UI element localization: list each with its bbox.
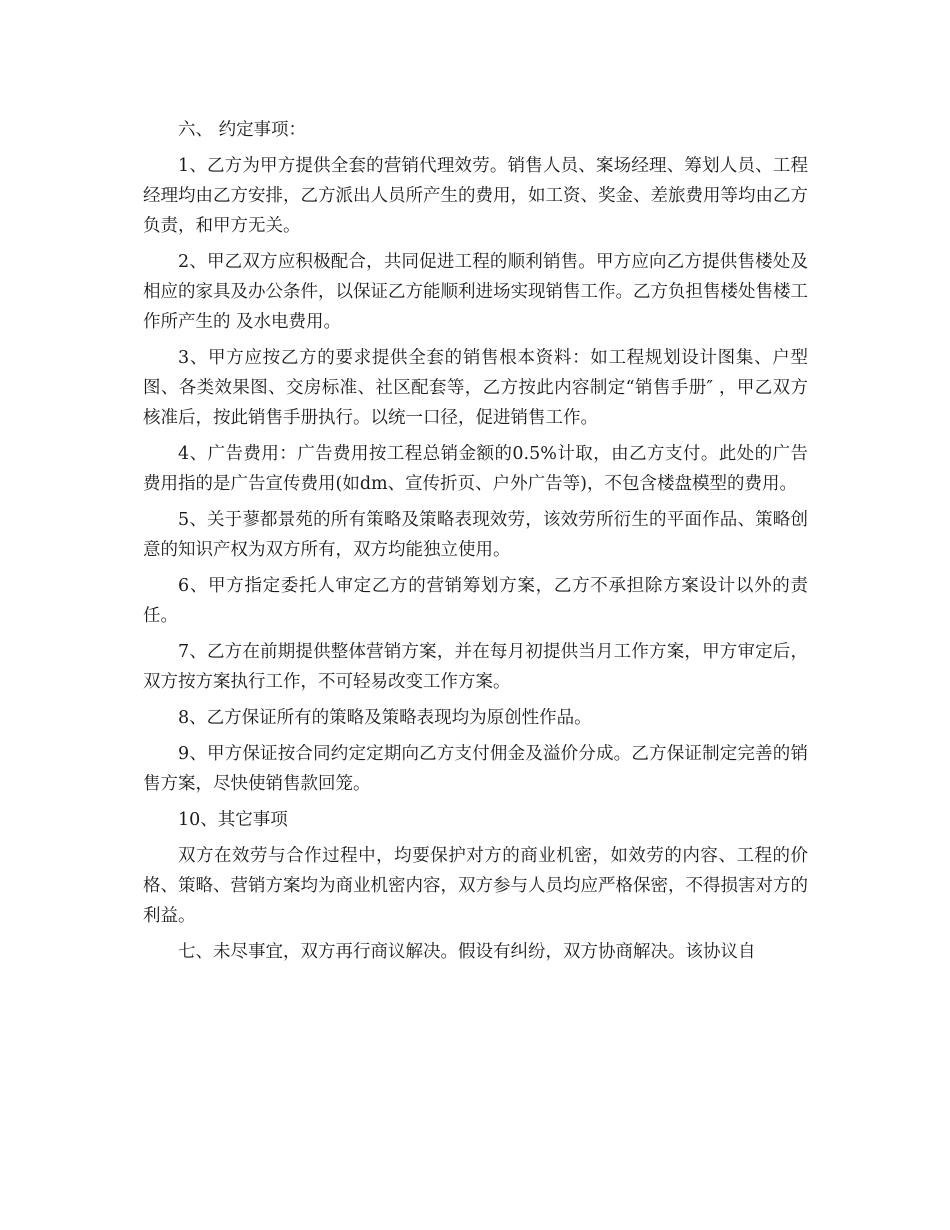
section-heading-agreed-matters: 六、 约定事项： — [178, 120, 307, 140]
clause-6: 6、甲方指定委托人审定乙方的营销筹划方案，乙方不承担除方案设计以外的责任。 — [143, 576, 808, 626]
document-body — [143, 115, 808, 973]
section-seven: 七、未尽事宜，双方再行商议解决。假设有纠纷，双方协商解决。该协议自 — [178, 942, 756, 962]
clause-10-heading: 10、其它事项 — [178, 810, 288, 830]
clause-4: 4、广告费用：广告费用按工程总销金额的0.5%计取，由乙方支付。此处的广告费用指的是广告宣传费用(如dm、宣传折页、户外广告等)，不包含楼盘模型的费用。 — [143, 444, 808, 494]
clause-10-body: 双方在效劳与合作过程中，均要保护对方的商业机密，如效劳的内容、工程的价格、策略、营销方案均为商业机密内容，双方参与人员均应严格保密，不得损害对方的利益。 — [143, 846, 808, 926]
clause-7: 7、乙方在前期提供整体营销方案，并在每月初提供当月工作方案，甲方审定后，双方按方案执行工作，不可轻易改变工作方案。 — [143, 642, 808, 692]
clause-9: 9、甲方保证按合同约定定期向乙方支付佣金及溢价分成。乙方保证制定完善的销售方案，尽快使销售款回笼。 — [143, 744, 808, 794]
clause-1: 1、乙方为甲方提供全套的营销代理效劳。销售人员、案场经理、筹划人员、工程经理均由乙方安排，乙方派出人员所产生的费用，如工资、奖金、差旅费用等均由乙方负责，和甲方无关。 — [143, 156, 808, 236]
clause-5: 5、关于蓼都景苑的所有策略及策略表现效劳，该效劳所衍生的平面作品、策略创意的知识产权为双方所有，双方均能独立使用。 — [143, 510, 808, 560]
clause-2: 2、甲乙双方应积极配合，共同促进工程的顺利销售。甲方应向乙方提供售楼处及相应的家具及办公条件，以保证乙方能顺利进场实现销售工作。乙方负担售楼处售楼工作所产生的 及水电费用。 — [143, 252, 808, 332]
clause-3: 3、甲方应按乙方的要求提供全套的销售根本资料：如工程规划设计图集、户型图、各类效果图、交房标准、社区配套等，乙方按此内容制定“销售手册″ ，甲乙双方核准后，按此销售手册执行。以统一口径，促进销售工作。 — [143, 348, 808, 428]
clause-8: 8、乙方保证所有的策略及策略表现均为原创性作品。 — [178, 708, 592, 728]
